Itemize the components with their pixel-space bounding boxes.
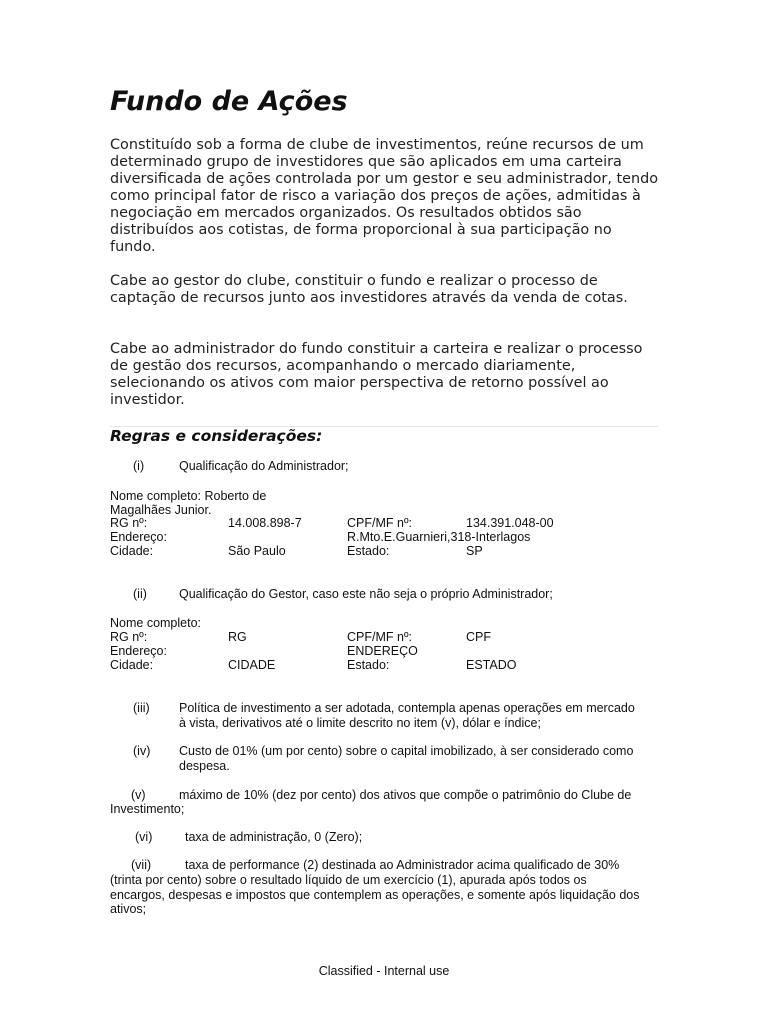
admin-endereco-value: R.Mto.E.Guarnieri,318-Interlagos: [347, 530, 531, 544]
intro-paragraph: Constituído sob a forma de clube de investimentos, reúne recursos de um determinado grupo de investidores que são aplicados em uma carteira diversificada de ações controlada por um gestor e seu administrador, tendo como principal fator de risco a variação dos preços de ações, admitidas à negociação em mercados organizados. Os resultados obtidos são distribuídos aos cotistas, de forma proporcional à sua participação no fundo.: [110, 137, 659, 255]
item-iii-line1: Política de investimento a ser adotada, contempla apenas operações em mercado: [179, 701, 635, 715]
gestor-estado-label: Estado:: [347, 658, 390, 672]
item-v-line2: Investimento;: [110, 802, 185, 816]
item-vii-line2: (trinta por cento) sobre o resultado líquido de um exercício (1), apurada após todos os: [110, 873, 587, 887]
admin-estado-label: Estado:: [347, 544, 390, 558]
item-iv-line1: Custo de 01% (um por cento) sobre o capital imobilizado, à ser considerado como: [179, 744, 634, 758]
admin-rg-label: RG nº:: [110, 516, 148, 530]
rules-heading: Regras e considerações:: [110, 427, 323, 445]
admin-cpf-label: CPF/MF nº:: [347, 516, 412, 530]
gestor-endereco-label: Endereço:: [110, 644, 167, 658]
item-ii-number: (ii): [133, 587, 147, 601]
administrador-paragraph: Cabe ao administrador do fundo constituir a carteira e realizar o processo de gestão dos recursos, acompanhando o mercado diariamente, selecionando os ativos com maior perspectiva de retorno possível ao investidor.: [110, 341, 643, 408]
admin-cidade-value: São Paulo: [228, 544, 286, 558]
admin-nome-value: Magalhães Junior.: [110, 503, 212, 517]
gestor-rg-value: RG: [228, 630, 247, 644]
gestor-nome-label: Nome completo:: [110, 616, 202, 630]
gestor-cidade-value: CIDADE: [228, 658, 276, 672]
gestor-rg-label: RG nº:: [110, 630, 148, 644]
item-vi-text: taxa de administração, 0 (Zero);: [185, 830, 363, 844]
admin-cidade-label: Cidade:: [110, 544, 154, 558]
gestor-cpf-label: CPF/MF nº:: [347, 630, 412, 644]
classification-footer: Classified - Internal use: [318, 964, 450, 978]
item-iii-line2: à vista, derivativos até o limite descrito no item (v), dólar e índice;: [179, 716, 541, 730]
item-vii-line4: ativos;: [110, 902, 147, 916]
item-ii-text: Qualificação do Gestor, caso este não seja o próprio Administrador;: [179, 587, 553, 601]
admin-nome-label: Nome completo: Roberto de: [110, 489, 267, 503]
item-iv-number: (iv): [133, 744, 151, 758]
admin-rg-value: 14.008.898-7: [228, 516, 302, 530]
item-vii-line1: taxa de performance (2) destinada ao Administrador acima qualificado de 30%: [185, 858, 620, 872]
admin-endereco-label: Endereço:: [110, 530, 167, 544]
item-iii-number: (iii): [133, 701, 150, 715]
gestor-cidade-label: Cidade:: [110, 658, 154, 672]
gestor-cpf-value: CPF: [466, 630, 491, 644]
item-vii-line3: encargos, despesas e impostos que contemplem as operações, e somente após liquidação dos: [110, 888, 640, 902]
item-vii-number: (vii): [131, 858, 152, 872]
document-title: Fundo de Ações: [110, 86, 348, 117]
item-i-text: Qualificação do Administrador;: [179, 459, 349, 473]
admin-estado-value: SP: [466, 544, 483, 558]
item-v-number: (v): [131, 788, 146, 802]
admin-cpf-value: 134.391.048-00: [466, 516, 554, 530]
gestor-paragraph: Cabe ao gestor do clube, constituir o fundo e realizar o processo de captação de recursos junto aos investidores através da venda de cotas.: [110, 273, 628, 306]
gestor-estado-value: ESTADO: [466, 658, 517, 672]
gestor-endereco-value: ENDEREÇO: [347, 644, 418, 658]
item-iv-line2: despesa.: [179, 759, 230, 773]
item-vi-number: (vi): [135, 830, 153, 844]
item-i-number: (i): [133, 459, 145, 473]
item-v-line1: máximo de 10% (dez por cento) dos ativos que compõe o patrimônio do Clube de: [179, 788, 632, 802]
